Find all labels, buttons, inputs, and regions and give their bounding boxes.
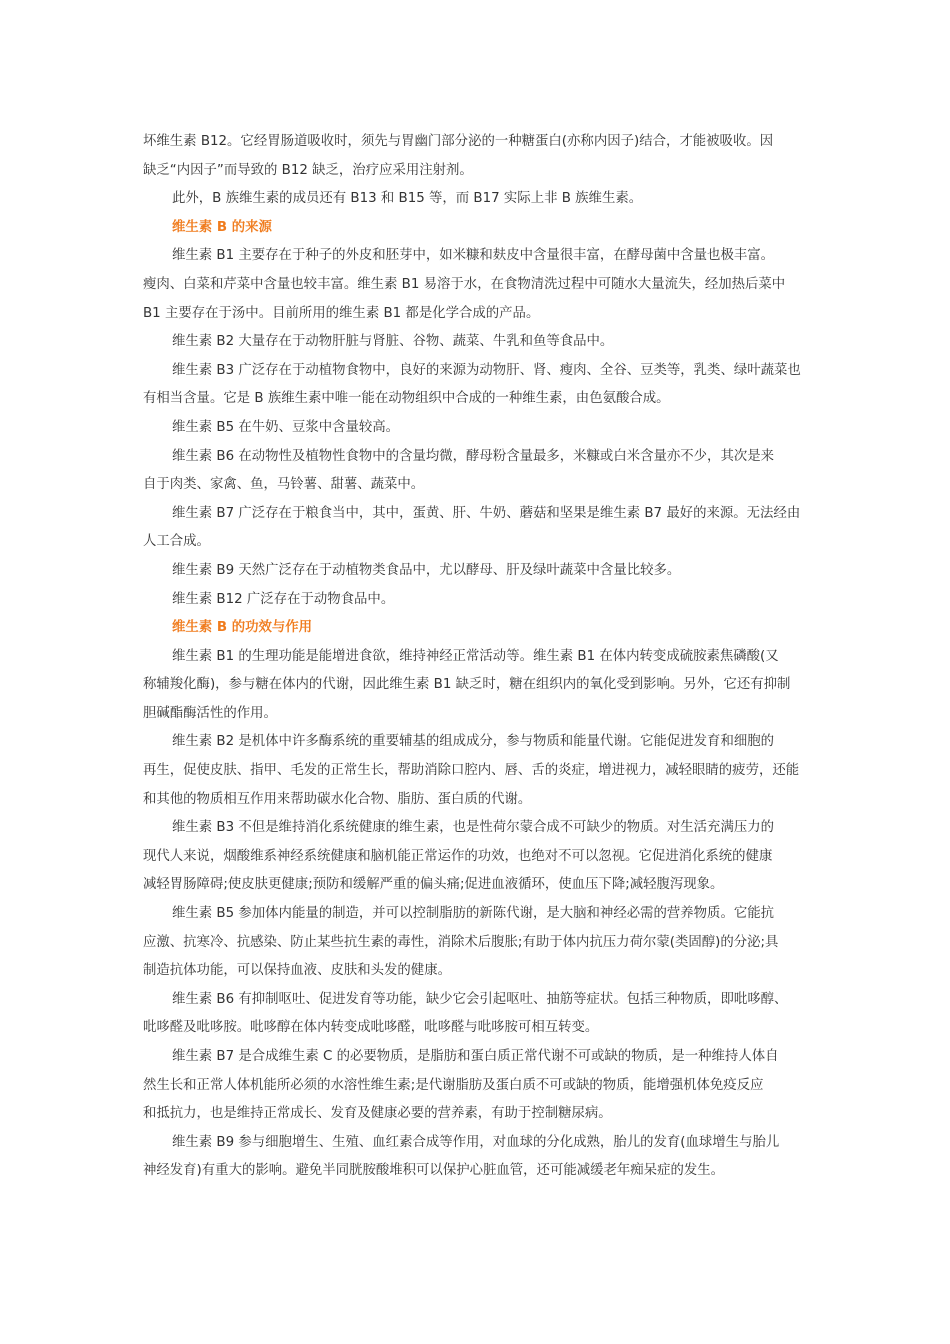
text-line: 维生素 B7 广泛存在于粮食当中，其中，蛋黄、肝、牛奶、蘑菇和坚果是维生素 B7 最好的来源。无法经由 bbox=[172, 505, 801, 521]
text-line: 然生长和正常人体机能所必须的水溶性维生素;是代谢脂肪及蛋白质不可或缺的物质，能增强机体免疫反应 bbox=[143, 1077, 764, 1093]
text-line: 维生素 B9 天然广泛存在于动植物类食品中，尤以酵母、肝及绿叶蔬菜中含量比较多。 bbox=[172, 562, 681, 578]
text-line: 称辅羧化酶)，参与糖在体内的代谢，因此维生素 B1 缺乏时，糖在组织内的氧化受到影响。另外，它还有抑制 bbox=[143, 677, 791, 693]
text-line: 和抵抗力，也是维持正常成长、发育及健康必要的营养素，有助于控制糖尿病。 bbox=[143, 1106, 612, 1122]
text-line: 维生素 B7 是合成维生素 C 的必要物质，是脂肪和蛋白质正常代谢不可或缺的物质，是一种维持人体自 bbox=[172, 1049, 779, 1064]
text-line: B1 主要存在于汤中。目前所用的维生素 B1 都是化学合成的产品。 bbox=[143, 305, 540, 321]
text-line: 维生素 B3 不但是维持消化系统健康的维生素，也是性荷尔蒙合成不可缺少的物质。对生活充满压力的 bbox=[172, 820, 775, 836]
text-line: 现代人来说，烟酸维系神经系统健康和脑机能正常运作的功效，也绝对不可以忽视。它促进消化系统的健康 bbox=[143, 848, 773, 864]
document-body bbox=[143, 128, 808, 1186]
text-line: 维生素 B5 参加体内能量的制造，并可以控制脂肪的新陈代谢，是大脑和神经必需的营养物质。它能抗 bbox=[172, 906, 775, 922]
text-line: 维生素 B5 在牛奶、豆浆中含量较高。 bbox=[172, 419, 400, 435]
text-line: 神经发育)有重大的影响。避免半同胱胺酸堆积可以保护心脏血管，还可能减缓老年痴呆症的发生。 bbox=[143, 1163, 725, 1179]
text-line: 坏维生素 B12。它经胃肠道吸收时，须先与胃幽门部分泌的一种糖蛋白(亦称内因子)结合，才能被吸收。因 bbox=[143, 134, 774, 149]
text-line: 吡哆醛及吡哆胺。吡哆醇在体内转变成吡哆醛，吡哆醛与吡哆胺可相互转变。 bbox=[143, 1020, 599, 1036]
text-line: 胆碱酯酶活性的作用。 bbox=[143, 705, 277, 721]
section-heading: 维生素 B 的来源 bbox=[172, 219, 272, 235]
text-line: 再生，促使皮肤、指甲、毛发的正常生长，帮助消除口腔内、唇、舌的炎症，增进视力，减轻眼睛的疲劳，还能 bbox=[143, 763, 800, 779]
text-line: 维生素 B2 大量存在于动物肝脏与肾脏、谷物、蔬菜、牛乳和鱼等食品中。 bbox=[172, 334, 614, 350]
text-line: 和其他的物质相互作用来帮助碳水化合物、脂肪、蛋白质的代谢。 bbox=[143, 791, 532, 807]
text-line: 瘦肉、白菜和芹菜中含量也较丰富。维生素 B1 易溶于水，在食物清洗过程中可随水大量流失，经加热后菜中 bbox=[143, 276, 786, 292]
text-line: 此外，B 族维生素的成员还有 B13 和 B15 等，而 B17 实际上非 B 族维生素。 bbox=[172, 191, 643, 207]
text-line: 减轻胃肠障碍;使皮肤更健康;预防和缓解严重的偏头痛;促进血液循环，使血压下降;减轻腹泻现象。 bbox=[143, 877, 724, 893]
text-line: 维生素 B2 是机体中许多酶系统的重要辅基的组成成分，参与物质和能量代谢。它能促进发育和细胞的 bbox=[172, 734, 775, 750]
text-line: 自于肉类、家禽、鱼，马铃薯、甜薯、蔬菜中。 bbox=[143, 477, 425, 493]
text-line: 维生素 B3 广泛存在于动植物食物中，良好的来源为动物肝、肾、瘦肉、全谷、豆类等，乳类、绿叶蔬菜也 bbox=[172, 362, 801, 378]
text-line: 维生素 B1 的生理功能是能增进食欲，维持神经正常活动等。维生素 B1 在体内转变成硫胺素焦磷酸(又 bbox=[172, 648, 779, 664]
text-line: 缺乏“内因子”而导致的 B12 缺乏，治疗应采用注射剂。 bbox=[143, 162, 473, 178]
text-line: 维生素 B1 主要存在于种子的外皮和胚芽中，如米糠和麸皮中含量很丰富，在酵母菌中含量也极丰富。 bbox=[172, 248, 775, 264]
section-heading: 维生素 B 的功效与作用 bbox=[172, 620, 313, 636]
text-line: 维生素 B12 广泛存在于动物食品中。 bbox=[172, 591, 395, 607]
text-line: 人工合成。 bbox=[143, 534, 210, 550]
text-line: 应激、抗寒冷、抗感染、防止某些抗生素的毒性，消除术后腹胀;有助于体内抗压力荷尔蒙(类固醇)的分泌;具 bbox=[143, 934, 779, 950]
text-line: 维生素 B6 在动物性及植物性食物中的含量均微，酵母粉含量最多，米糠或白米含量亦不少，其次是来 bbox=[172, 448, 775, 464]
text-line: 有相当含量。它是 B 族维生素中唯一能在动物组织中合成的一种维生素，由色氨酸合成。 bbox=[143, 391, 670, 407]
text-line: 维生素 B6 有抑制呕吐、促进发育等功能，缺少它会引起呕吐、抽筋等症状。包括三种物质，即吡哆醇、 bbox=[172, 991, 788, 1007]
text-line: 制造抗体功能，可以保持血液、皮肤和头发的健康。 bbox=[143, 963, 451, 979]
text-line: 维生素 B9 参与细胞增生、生殖、血红素合成等作用，对血球的分化成熟，胎儿的发育(血球增生与胎儿 bbox=[172, 1134, 780, 1150]
